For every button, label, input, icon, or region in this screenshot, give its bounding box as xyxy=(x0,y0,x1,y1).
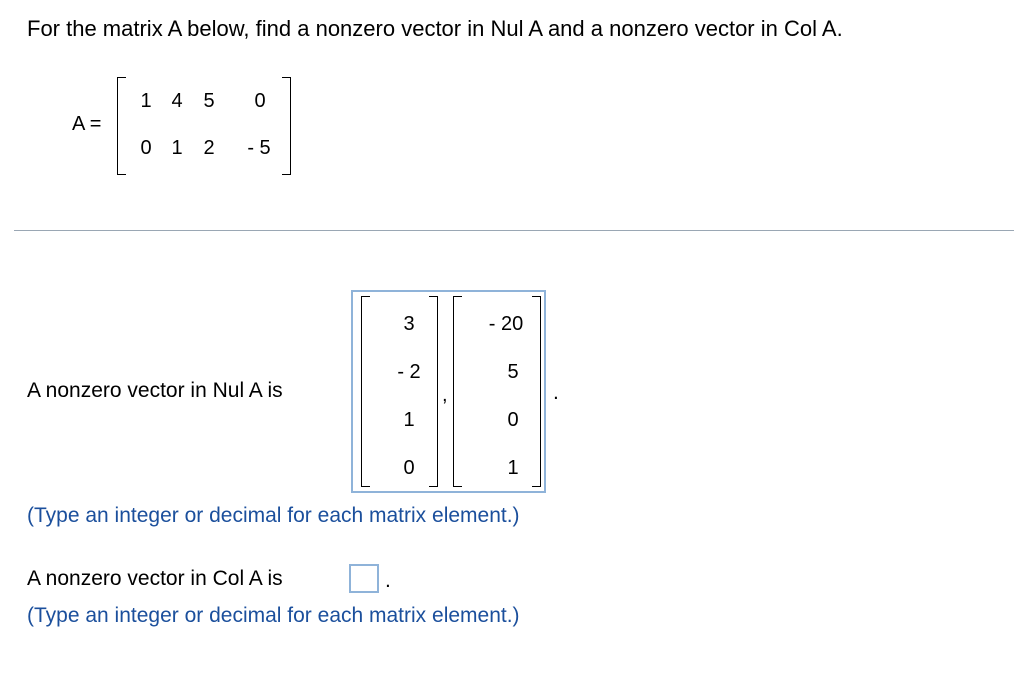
matrix-left-bracket xyxy=(117,77,126,175)
vector1-left-bracket xyxy=(361,296,370,487)
matrix-cell: 1 xyxy=(171,137,183,159)
question-text: For the matrix A below, find a nonzero vector in Nul A and a nonzero vector in Col A. xyxy=(27,16,843,41)
matrix-cell: 4 xyxy=(171,90,183,112)
matrix-a-label: A = xyxy=(72,113,102,135)
vector1-entry[interactable]: 3 xyxy=(403,313,415,335)
vector1-entry[interactable]: 0 xyxy=(403,457,415,479)
matrix-cell: 5 xyxy=(203,90,215,112)
vector1-entry[interactable]: 1 xyxy=(403,409,415,431)
vector-separator: , xyxy=(442,384,448,406)
matrix-cell: 2 xyxy=(203,137,215,159)
matrix-cell: 1 xyxy=(140,90,152,112)
vector2-entry[interactable]: 5 xyxy=(507,361,519,383)
matrix-right-bracket xyxy=(282,77,291,175)
col-a-input[interactable] xyxy=(349,564,379,593)
vector2-left-bracket xyxy=(453,296,462,487)
section-divider xyxy=(14,230,1014,231)
matrix-cell: 0 xyxy=(140,137,152,159)
col-a-label: A nonzero vector in Col A is xyxy=(27,567,283,590)
nul-a-label: A nonzero vector in Nul A is xyxy=(27,379,283,402)
vector1-entry[interactable]: - 2 xyxy=(397,361,421,383)
vector2-entry[interactable]: 1 xyxy=(507,457,519,479)
nul-a-answer-box[interactable] xyxy=(351,290,546,493)
nul-hint-text: (Type an integer or decimal for each matrix element.) xyxy=(27,504,520,527)
vector2-entry[interactable]: 0 xyxy=(507,409,519,431)
matrix-cell: - 5 xyxy=(247,137,271,159)
matrix-cell: 0 xyxy=(254,90,266,112)
col-end-period: . xyxy=(385,569,391,592)
col-hint-text: (Type an integer or decimal for each matrix element.) xyxy=(27,604,520,627)
vector2-entry[interactable]: - 20 xyxy=(488,313,524,335)
nul-end-period: . xyxy=(553,381,559,404)
